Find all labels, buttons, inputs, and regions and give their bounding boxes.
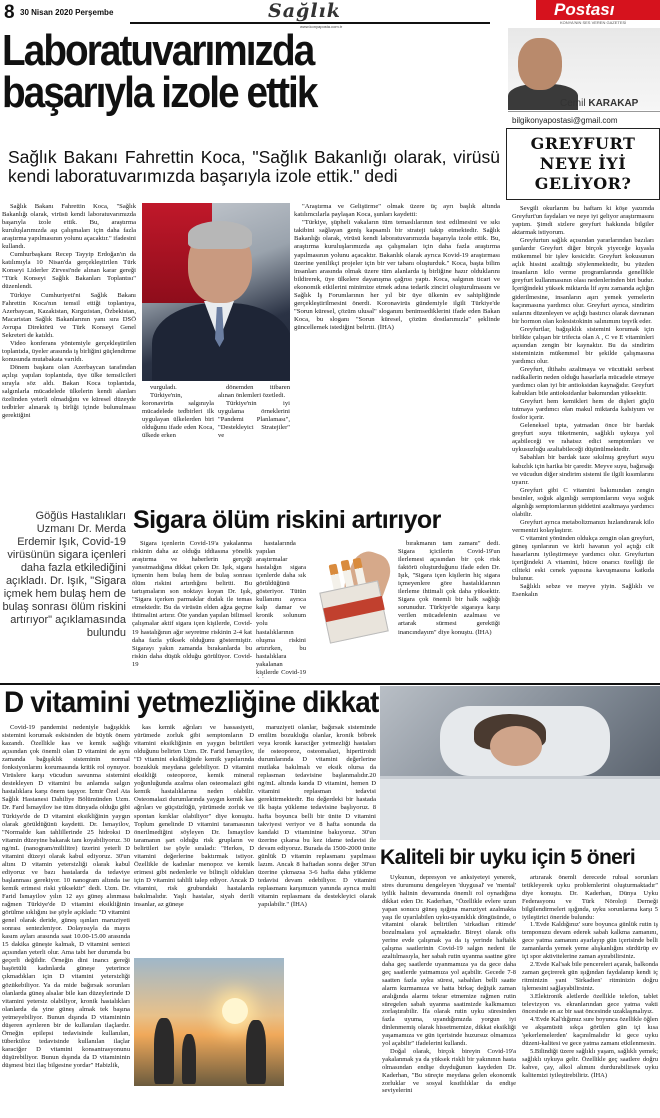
paragraph: 1.'Evde Kaldığınız' sure boyunca günlük rutin iş temponuzu devam ederek sabah kalkma zamanını, gece yatma zamanını ayarlayıp gün içerisinde belli zamanlarda yemek yeme alışkanlığını sürdürüp ev içi spor aktivitelerine zaman ayırabilirsiniz. <box>522 921 658 961</box>
sunset-family-photo <box>134 958 284 1086</box>
face-shape <box>518 38 562 90</box>
page-date: 30 Nisan 2020 Perşembe <box>20 8 114 17</box>
paragraph: Greyfurt gibi C vitamini bakımından zengin besinler, soğuk algınlığı semptomlarını veya soğuk algınlığı semptomlarının şiddetini azaltmaya yardımcı olabilir. <box>512 486 654 518</box>
paragraph: artırarak önemli derecede ruhsal sorunları tetikleyerek uyku problemlerini oluşturmaktadır" diye konuştu. Dr. Kaderhan, Dünya Uyku Federasyonu ve Türk Nöroloji Derneği bilgilendirmeleri ışığında, uyku sorunlarına karşı 5 iyileştirici öneride bulundu: <box>522 874 658 921</box>
smoking-side-quote: Göğüs Hastalıkları Uzmanı Dr. Merda Erdemir Işık, Covid-19 virüsünün sigara içenleri daha fazla etkilediğini açıkladı. Dr. Işık, "Sigara içmek hem bulaş hem de bulaş sonrası ölüm riskini artırıyor" açıklamasında bulundu <box>2 510 126 639</box>
paragraph: hastalarında yapılan araştırmalar hastalığın sigara içenlerde daha sık görüldüğünü gösteriyor. Tütün kullanımı ayrıca kalp damar ve kronik solunum yolu hastalıklarının oluşma riskini artırırken, bu hastalıklara yakalanan kişilerde Covid-19 <box>256 540 306 676</box>
logo-subtitle: KONYA'NIN SES VEREN GAZETESİ <box>560 20 627 25</box>
paragraph: Video konferans yöntemiyle gerçekleştirilen toplantıda, üyeler arasında iş birliğini güçlendirme konusunda mutabakata varıldı. <box>2 339 136 363</box>
paragraph: Greyfurt ayrıca metabolizmanızı hızlandırarak kilo vermenizi kolaylaştırır. <box>512 518 654 534</box>
paragraph: 2.'Evde Kal'sak bile pencereleri açarak, balkonda zaman geçirerek gün ışığından faydalanıp kendi iç ritminizin yani 'Sirkadien' ritminizin doğru işlemesini sağlayabilirsiniz. <box>522 960 658 992</box>
paragraph: Cumhurbaşkanı Recep Tayyip Erdoğan'ın da katılımıyla 10 Nisan'da gerçekleştirilen Türk Konseyi Liderler Zirvesi'nde alınan karar gereği "Türk Konseyi Sağlık Bakanları Toplantısı" düzenlendi. <box>2 251 136 291</box>
headline-line-1: Laboratuvarımızda <box>2 26 314 75</box>
smoking-headline: Sigara ölüm riskini artırıyor <box>133 506 441 534</box>
blanket-shape <box>380 776 660 840</box>
paragraph: "Araştırma ve Geliştirme" olmak üzere üç ayrı başlık altında katılımcılarla paylaşan Koca, şunları kaydetti: <box>294 203 500 219</box>
column-body <box>512 205 654 753</box>
sleep-column-1 <box>382 874 516 1116</box>
paragraph: Covid-19 pandemisi nedeniyle bağışıklık sistemini korumak eskisinden de büyük önem kazandı. Özellikle kas ve kemik sağlığı açısından çok önemli olan D vitamini de aynı zamanda bağışıklık sisteminin normal fonksiyonlarını korumasında kritik rol oynuyor. Virüslere karşı vücudun savunma sistemini destekleyen D vitamini bu anlamda salgın hastalıklara karşı önem taşıyor. İzmir Özel Ata Sağlık Hastanesi Dahiliye Bölümünden Uzm. Dr. Fard İsmayilov ise tüm dünyada olduğu gibi Türkiye'de de D vitamini eksikliğinin yaygın olarak görüldüğünü kaydetti. Dr. İsmayilov, "Normalde kan tahlillerinde 25 hidroksi D vitamin düzeyine bakarak tanı koyabiliyoruz. 30 ng/mL (nanogram/mililitre) üzerini yeterli D vitamini düzeyi olarak kabul ediyoruz. 30'un altını D vitamin yetersizliği olarak kabul ediyoruz ve bazı hastalarda da tedaviye başlanması gerekiyor. 10 nanogram altında ise kemik erimesi riski yüksektir" dedi. Uzm. Dr. Farid İsmayilov yılın 12 ayı güneş alınmasa rağmen Türkiye'de D vitamini eksikliğinin görülme sıklığını ise şöyle açıkladı: "D vitamini genel olarak deride, güneş ışınları maruziyeti sonrası sentezleniyor. Dolayısıyla da mayıs kasım ayları arasında saat 10.00-15.00 arasında 15 dakika güneşte kalmak, D vitamini sentezi açısından yeterli olur. Ama tabi her durumda bu geçerli değildir. Örneğin dini inancı gereği başörtülü kadınlarda güneşe yeterince çıkmadıkları için D vitamini yetersizliği gözükebiliyor. Ya da mide bağırsak sorunları olanlarda güneş alsalar bile kan düzeylerinde D vitamini yetersiz olabiliyor, kronik hastalıkları olanlarda da yine güneş almak tek başına yetmeyebiliyor. Bunun dışında D vitamininin düşeren ayrıleren bir de kullanılan ilaçlardır. Örneğin epilepsi tedavisinde kullanılan, tüberküloz tedavisinde kullanılan ilaçlar karaciğer D vitamini konsantrasyonunu düşürebiliyor. Bunun dışında da D vitamininin düşmesi bizi ilaç bilgesine yordar" Habizlik, <box>2 724 130 1069</box>
sun-shape <box>222 998 248 1024</box>
paragraph: 4.'Evde Kal'dığımız sure boyunca özellikle öğlen ve akşamüstü sıkça görülen gün içi kısa 'şekerlemelerden' kaçınılmalıdır ki gece uyku düzeni-kalitesi ve gece yatma zamanı etkilenmesin. <box>522 1016 658 1048</box>
paragraph: bırakmanın tam zamanı" dedi. Sigara içicilerin Covid-19'un ilerlemesi açısından bir çok risk faktörü oluşturduğunu ifade eden Dr. Işık, "Sigara içen kişilerin hiç sigara içmeyenlere göre hastalıklarının ilerleme ihtimali çok daha yüksektir. Sigara çok önemli bir halk sağlığı sorunudur. Türkiye'de sigaraya karşı verilen mücadelenin azalması ve artarak sürmesi gerektiği inancındayım" diye konuştu. (İHA) <box>398 540 500 636</box>
sleeping-woman-photo <box>380 686 660 840</box>
paragraph: 5.Bilindiği üzere sağlıklı yaşam, sağlıklı yemek; sağlıklı uykuya gelir. Özellikle geç saatlere doğru kahve, çay, alkol alımını durdurabilirsek uyku kalitemizi iyileştirebiliriz. (İHA) <box>522 1047 658 1079</box>
paragraph: Sigara içenlerin Covid-19'a yakalanma riskinin daha az olduğu iddiasına yönelik araştırma ve haberlerin gerçeği yansıtmadığına dikkat çeken Dr. Işık, sigara içmenin hem bulaş hem de bulaş sonrası ölüm riskini artırdığını belirtti. Bu tartışmaların son noktayı koyan Dr. Işık, "Sigara içerken parmaklar dudak ile temas etmektedir. Bu da virüsün elden ağza geçme ihtimalini artırır. Öte yandan yapılan bilimsel çalışmalar aktif sigara içen kişilerde, Covid-19 hastalığının ağır seyretme riskinin 2-4 kat daha fazla yüksek olduğunu göstermiştir. Sigarayı yakın zamanda bırakanlarda bu riskin daha düşük olduğu görülüyor. Covid-19 <box>132 540 252 668</box>
column-title-line-2: NEYE İYİ <box>539 154 627 173</box>
paragraph: Türkiye'nin, koronavirüs salgınıyla mücadelede tedbirleri ilk uygulayan ülkelerden biri olduğunu ifade eden Koca, ülkede erken <box>142 392 214 440</box>
page-number: 8 <box>4 2 15 23</box>
paragraph: 3.Elektronik aletlerde özellikle telefon, tablet televizyon vs. ekranlarından gece yatma vakti öncesinde en az bir saat öncesinde uzaklaşmalıyız. <box>522 992 658 1016</box>
paragraph: C vitamini yönünden oldukça zengin olan greyfurt, güneş ışınlarının ve kirli havanın yol açtığı cilt hasarlarını iyileştirmeye yardımcı olur. Greyfurtun içeriğindeki A vitamini, hücre onarıcı özelliği ile ciltteki eski cenek yapısına kavuşmasına katkıda bulunur. <box>512 534 654 583</box>
vitamin-rule <box>0 683 660 685</box>
paragraph: Greyfurt hem kemikleri hem de dişleri güçlü tutmaya yardımcı olan makul miktarda kalsiyum ve fosfor içerir. <box>512 398 654 422</box>
person-silhouette <box>182 1034 196 1084</box>
sleep-column-2 <box>522 874 658 1116</box>
vitamin-column-2 <box>134 724 254 954</box>
cigarette-photo <box>308 542 394 648</box>
column-title-line-3: GELİYOR? <box>534 174 632 193</box>
face-shape <box>490 726 542 766</box>
paragraph: Sağlık Bakanı Fahrettin Koca, "Sağlık Bakanlığı olarak, virüsü kendi laboratuvarımızda başarıyla izole ettik. Bu, araştırma kuruluşlarımızda aşı çalışmaları için daha fazla araştırma yapılmasının yolunu açacaktır." ifadesini kullandı. <box>2 203 136 251</box>
main-column-1 <box>2 203 136 499</box>
main-column-3 <box>218 384 290 500</box>
smoking-column-3 <box>398 540 500 678</box>
vitamin-column-1 <box>2 724 130 1116</box>
paragraph: Greyfurt, iltihabı azaltmaya ve vücuttaki serbest radikallerin neden olduğu hasarlarla mücadele etmeye yardımcı olan iyi bir antioksidan kaynağıdır. Greyfurt kabukları bile antioksidanlar bakımından yüksektir. <box>512 365 654 398</box>
paragraph: Türkiye Cumhuriyeti'ni Sağlık Bakanı Fahrettin Koca'nın temsil ettiği toplantıya, Azerbaycan, Kazakistan, Kırgızistan, Özbekistan, Macaristan Sağlık Bakanlarının yanı sıra DSÖ Avrupa Direktörü ve Türk Konseyi Genel Sekreteri de katıldı. <box>2 291 136 339</box>
paragraph: kas kemik ağrıları ve hassasiyeti, yürümede zorluk gibi semptomların D vitamini eksikliğinin en yaygın belirtileri olduğunu belirten Uzm. Dr. Farid İsmayilov, "D vitamini eksikliğinde kemik yapılarında bozukluk meydana gelebiliyor. D vitamini eksikliği osteoporoz, kemik mineral yoğunluğunda azalma olan osteomalazi gibi kemik hastalıklarına neden olabilir. Osteomalazi durumlarında yaygın kemik kas ağrıları ve güçsüzlüğü, yürümede zorluk ve spontan kırıklar olabiliyor" diye konuştu. Toplum genelinde D vitamini taramasının önerilmediğini söyleyen Dr. İsmayilov taramanın şart olduğu risk grupların ve belirtileri ise şöyle sıraladı: "Herkes, D vitamini değerlerine baktırmak istiyor. Özellikle de kadınlar menopoz ve kemik erimesi gibi nedenlerle ve bilinçli olduklan için D vitamini tahlili talep ediyor. Ancak D vitamini, risk grubundaki hastalarda bakılmalıdır. Yaşlı hastalar, siyah derili insanlar, az güneşe <box>134 724 254 909</box>
paragraph: maruziyeti olanlar, bağırsak sisteminde emilim bozukluğu olanlar, kronik böbrek veya kronik karaciğer yetmezliği hastaları ile osteoporoz, osteomalazi, hipertiroidi durumlarında D vitamini değerlerine mutlaka bakılmalı ve eksik olursa da replasman tedavisine başlanmalıdır.20 ng/mL altında kanda D vitamini, hemen D vitamini replasman tedavisi gerektirmektedir. Bu değerdeki bir hastada ilk başta yükleme tedavisine başlıyoruz. 8 hafta boyunca belli bir ünite D vitamini takviyesi veriyor ve 8 hafta sonunda da kandaki D vitaminine bakıyoruz. 30'un üzerine çıkarsa bu kez idame tedavisi ile devam ediyoruz. Burada da 1500-2000 ünite günlük D vitamin replasmanı yapılması lazım. Ancak 8 haftadan sonra değer 30'un üzerine çıkmazsa 3-6 hafta daha yükleme tedavisi devam edebiliyor. D vitamini replasmanı karşımızın yanında ayrıca multi vitamin replasmanı da destekleyici olarak yapılabilir." (İHA) <box>258 724 376 909</box>
paragraph: Sağlıklı sebze ve meyve yiyin. Sağlıklı ve Esenkalın <box>512 583 654 599</box>
main-column-2 <box>142 384 214 500</box>
paragraph: Greyfurtlar, bağışıklık sistemini korumak için birlikte çalışan bir trifecta olan A , C ve E vitaminleri açısından zengin bir kaynaktır. Bu da sindirim sisteminizin mükemmel bir şekilde çalışmasına yardımcı olur. <box>512 325 654 365</box>
person-silhouette <box>154 1018 174 1084</box>
paragraph: Sevgili okurlarım bu haftam ki köşe yazımda Greyfurt'un faydaları ve neye iyi geliyor araştırmasını yaptım. Şimdi sizlere greyfurt hakkında bilgiler aktarmak istiyorum. <box>512 205 654 237</box>
masthead <box>0 0 660 29</box>
columnist-email: bilgikonyapostasi@gmail.com <box>512 116 618 125</box>
website-url: www.konyaposta.com.tr <box>300 24 343 29</box>
person-silhouette <box>246 1020 266 1084</box>
author-last-name: KARAKAP <box>588 98 639 109</box>
columnist-rule <box>508 111 660 112</box>
column-title <box>508 134 658 194</box>
vitamin-headline: D vitamini yetmezliğine dikkat <box>4 686 379 719</box>
main-column-4 <box>294 203 500 499</box>
newspaper-logo: Postası <box>536 0 660 20</box>
paragraph: Greyfurtun sağlık açısından yararlarından bazıları şunlardır Greyfurt diğer birçok yiyeceğe kıyasla mükemmel bir işlev kesicidir. Greyfurt kokusunun açlık hissini azalttığı söylenmektedir, bu yüzden insanların kilo verme programlarında genellikle greyfurt kullanmasının olası nedenlerinden biri budur. İçeriğindeki yüksek miktarda lif aynı zamanda açlığın giderilmesine, insanların aşırı yemek yemelerin kaçınmasına yardımcı olur. Greyfurt ayrıca, sindirim sularını düzenleyen ve açlığı bastırıcı olarak davranan bir hormon olan kolesistokinin salınımını teşvik eder. <box>512 237 654 325</box>
section-title: Sağlık <box>268 0 341 22</box>
paragraph: dönemden itibaren alınan önlemleri özetledi. <box>218 384 290 400</box>
paragraph: Sabahları bir bardak taze sıkılmış greyfurt suyu kabızlık için harika bir çaredir. Meyve suyu, bağırsağı ve vücudun diğer sindirim sistemi ile ilgili kısımlarını uyarır. <box>512 454 654 486</box>
column-title-line-1: GREYFURT <box>530 134 636 153</box>
author-first-name: Cemil <box>560 98 586 109</box>
minister-photo <box>142 203 290 381</box>
paragraph: vurguladı. <box>150 384 177 391</box>
paragraph: Doğal olarak, birçok bireyin Covid-19'a yakalanmak ya da yüksek riskli bir yakınının hasta olmasından endişe duyduğunun kaydeden Dr. Kaderhan, "Bu süreçte meydana gelen ekonomik zorluklar ve sosyal kısıtlılıklar da endişe seviyelerini <box>382 1047 516 1095</box>
main-deck: Sağlık Bakanı Fahrettin Koca, "Sağlık Bakanlığı olarak, virüsü kendi laboratuvarımızda başarıyla izole ettik." dedi <box>8 147 500 186</box>
paragraph: Dönem başkanı olan Azerbaycan tarafından açılışı yapılan toplantıda, üye ülke temsilcileri sırayla söz aldı. Bakan Koca toplantıda, salgınlarla mücadelede ülkelerin kendi alanları özelinden yeterli olmadığını ve küresel düzeyde tedbirler alınarak iş birliği içinde bulunulması gerektiğini <box>2 363 136 420</box>
hair-shape <box>188 221 252 249</box>
sleep-headline: Kaliteli bir uyku için 5 öneri <box>380 846 636 869</box>
headline-line-2: başarıyla izole ettik <box>2 68 317 117</box>
smoking-column-1 <box>132 540 252 678</box>
paragraph: "Türkiye, şüpheli vakaların tüm temaslılarının test edilmesini ve sıkı takibini sağlayan geniş kapsamlı bir strateji takip etmektedir. Sağlık Bakanlığı olarak, virüsü kendi laboratuvarımızda başarıyla izole ettik. Bu, araştırma kuruluşlarımızda aşı çalışmaları için daha fazla araştırma yapılmasının yolunu açacaktır. Bakanlık olarak ayrıca Kovid-19 araştırması üzerine yenilikçi projeler için bir ver tabanı oluşturduk." Koca, başta bilim insanları arasında olmak üzere tüm alanlarda iş birliğine hazır olduklarını bildirerek, üye ülkelere dayanışma çağrısı yaptı. Koca, salgının ticari ve ekonomik etkilerini minimize etmek adına tedarik zinciri oluşturulmasını ve Sağlık İş Forumlarının her yıl bir üye ülkenin ev sahipliğinde gerçekleştirilmesini önerdi. Koronavirüs gündemiyle ilgili Türkiye'de "Sorun küresel, çözüm ulusal" sloganını benimsediklerini ifade eden Bakan Koca, bu sloganı "Sorun küresel, çözüm dostlarımızla" şeklinde güncellemek istediğini belirtti. (İHA) <box>294 219 500 332</box>
paragraph: Türkiye'nin iyi uygulama örneklerini "Pandemi Planlaması", "Destekleyici Stratejiler" ve <box>218 400 290 440</box>
smoking-column-2 <box>256 540 306 678</box>
paragraph: Uykunun, depresyon ve anksiyeteyi yenerek, stres durumunu dengeleyen 'duygusal' ve 'mental' iyilik halinin devamında önemli rol oynadığına dikkat eden Dr. Kaderhan, "Özellikle evlere uzun yapan sonucu güneş ışığına maruziyet azalmakta yaşı ile uyarılabilen uyku-uyanıklık döngüsünde, o vitamini olarak belirtilen 'sirkadian ritimde' bozulmalara yol açmaktadır. Bireyi olarak ofis yerine evde çalışmak ya da iş yerinde haftalık çalışma saatlerinin Covid-19 salgın nedeni ile azaltılmasıyla, her sabah rutin uyanma saatine göre daha geç saatlerde uyanmamıza ya da gece daha geç saatlerde yatmamıza yol açabilir. Gecede 7-8 saatten fazla uyku süresi, sabahları belli saatte alarm kurmamıza ve hatta birkaç değişik zaman aralığında alarmı tekrar etmemize rağmen rutin süregelen sabah uyanma saatimizde kalkmamızı zorlaştırabilir. İfa olarak rutin uyku süresinden fazla uyuma, uyandığımızda yorgun iyi dinlenmemiş olarak hissetmemize, dikkat eksikliği yaşamamıza ve gün içerisinde huzursuz olmamıza yol açabilir" ifadelerini kullandı. <box>382 874 516 1048</box>
paragraph: Geleneksel tıpta, yatmadan önce bir bardak greyfurt suyu tüketmenin, sağlıklı uykuya yol açabileceği ve rahatsız edici semptomları ve uykusuzluğu azaltabileceği düşünülmektedir. <box>512 422 654 454</box>
columnist-name <box>560 98 638 109</box>
